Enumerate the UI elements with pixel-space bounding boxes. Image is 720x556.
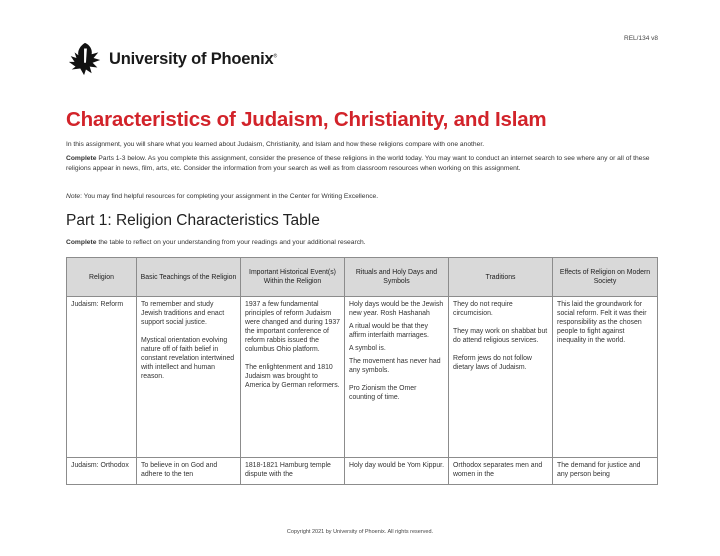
events-text: 1937 a few fundamental principles of reform Judaism were changed and during 1937 the important conference of reform rabbis issued the columbus Ohio platform. — [245, 301, 341, 353]
instructions-text: Parts 1-3 below. As you complete this assignment, consider the presence of these religions in the world today. You may want to conduct an internet search to see where any or all of these religions appear in news, film, arts, etc. Consider the information from your search as well as from classroom resources when working on this assignment. — [66, 155, 650, 172]
part1-heading: Part 1: Religion Characteristics Table — [66, 212, 320, 229]
header-rituals: Rituals and Holy Days and Symbols — [345, 258, 449, 297]
teachings-text: To remember and study Jewish traditions and enact support social justice. — [141, 301, 225, 326]
rituals-text: The movement has never had any symbols. — [349, 358, 441, 374]
cell-rituals[interactable] — [345, 297, 449, 458]
part1-bold: Complete — [66, 239, 97, 246]
effects-text: The demand for justice and any person being — [557, 462, 641, 478]
cell-events[interactable] — [241, 458, 345, 485]
cell-traditions[interactable] — [449, 297, 553, 458]
header-effects: Effects of Religion on Modern Society — [553, 258, 658, 297]
religion-text: Judaism: Orthodox — [71, 462, 129, 469]
cell-religion[interactable] — [67, 297, 137, 458]
religion-text: Judaism: Reform — [71, 301, 124, 308]
document-id: REL/134 v8 — [624, 35, 658, 42]
cell-events[interactable] — [241, 297, 345, 458]
events-text: 1818-1821 Hamburg temple dispute with the — [245, 462, 331, 478]
rituals-text: A ritual would be that they affirm interfaith marriages. — [349, 323, 429, 339]
copyright-footer: Copyright 2021 by University of Phoenix. All rights reserved. — [286, 529, 434, 535]
part1-instructions — [66, 238, 656, 248]
note-paragraph — [66, 192, 656, 202]
part1-text: the table to reflect on your understanding from your readings and your additional research. — [96, 239, 366, 246]
effects-text: This laid the groundwork for social reform. Felt it was their responsibility as the chosen people to fight against inequality in the world. — [557, 301, 647, 344]
traditions-text: Orthodox separates men and women in the — [453, 462, 543, 478]
events-text: The enlightenment and 1810 Judaism was brought to America by German reformers. — [245, 364, 340, 389]
traditions-text: They do not require circumcision. — [453, 301, 513, 317]
rituals-text: Pro Zionism the Omer counting of time. — [349, 385, 417, 401]
cell-teachings[interactable] — [137, 458, 241, 485]
cell-traditions[interactable] — [449, 458, 553, 485]
header-basic-teachings: Basic Teachings of the Religion — [137, 258, 241, 297]
rituals-text: Holy days would be the Jewish new year. Rosh Hashanah — [349, 301, 444, 317]
rituals-text: Holy day would be Yom Kippur. — [349, 462, 444, 469]
header-historical-events: Important Historical Event(s) Within the Religion — [241, 258, 345, 297]
traditions-text: Reform jews do not follow dietary laws of Judaism. — [453, 355, 532, 371]
traditions-text: They may work on shabbat but do attend religious services. — [453, 328, 548, 344]
university-logo — [66, 40, 277, 78]
table-header-row — [67, 258, 658, 297]
cell-rituals[interactable] — [345, 458, 449, 485]
cell-effects[interactable] — [553, 458, 658, 485]
note-text: : You may find helpful resources for completing your assignment in the Center for Writing Excellence. — [80, 193, 379, 200]
instructions-bold: Complete — [66, 155, 97, 162]
rituals-text: A symbol is. — [349, 345, 386, 352]
header-traditions: Traditions — [449, 258, 553, 297]
teachings-text: Mystical orientation evolving nature off of faith belief in constant revelation intertwined with intellect and human reason. — [141, 337, 235, 380]
table-row — [67, 297, 658, 458]
intro-paragraph: In this assignment, you will share what you learned about Judaism, Christianity, and Islam and how these religions compare with one another. — [66, 141, 485, 148]
cell-teachings[interactable] — [137, 297, 241, 458]
instructions-paragraph — [66, 154, 656, 173]
religion-characteristics-table — [66, 257, 658, 485]
cell-religion[interactable] — [67, 458, 137, 485]
logo-wordmark: University of Phoenix — [109, 49, 274, 68]
table-row — [67, 458, 658, 485]
note-label: Note — [66, 193, 81, 200]
cell-effects[interactable] — [553, 297, 658, 458]
registered-mark: ® — [273, 53, 277, 59]
phoenix-bird-icon — [66, 40, 104, 78]
teachings-text: To believe in on God and adhere to the ten — [141, 462, 218, 478]
header-religion: Religion — [67, 258, 137, 297]
page-title: Characteristics of Judaism, Christianity, and Islam — [66, 108, 547, 131]
